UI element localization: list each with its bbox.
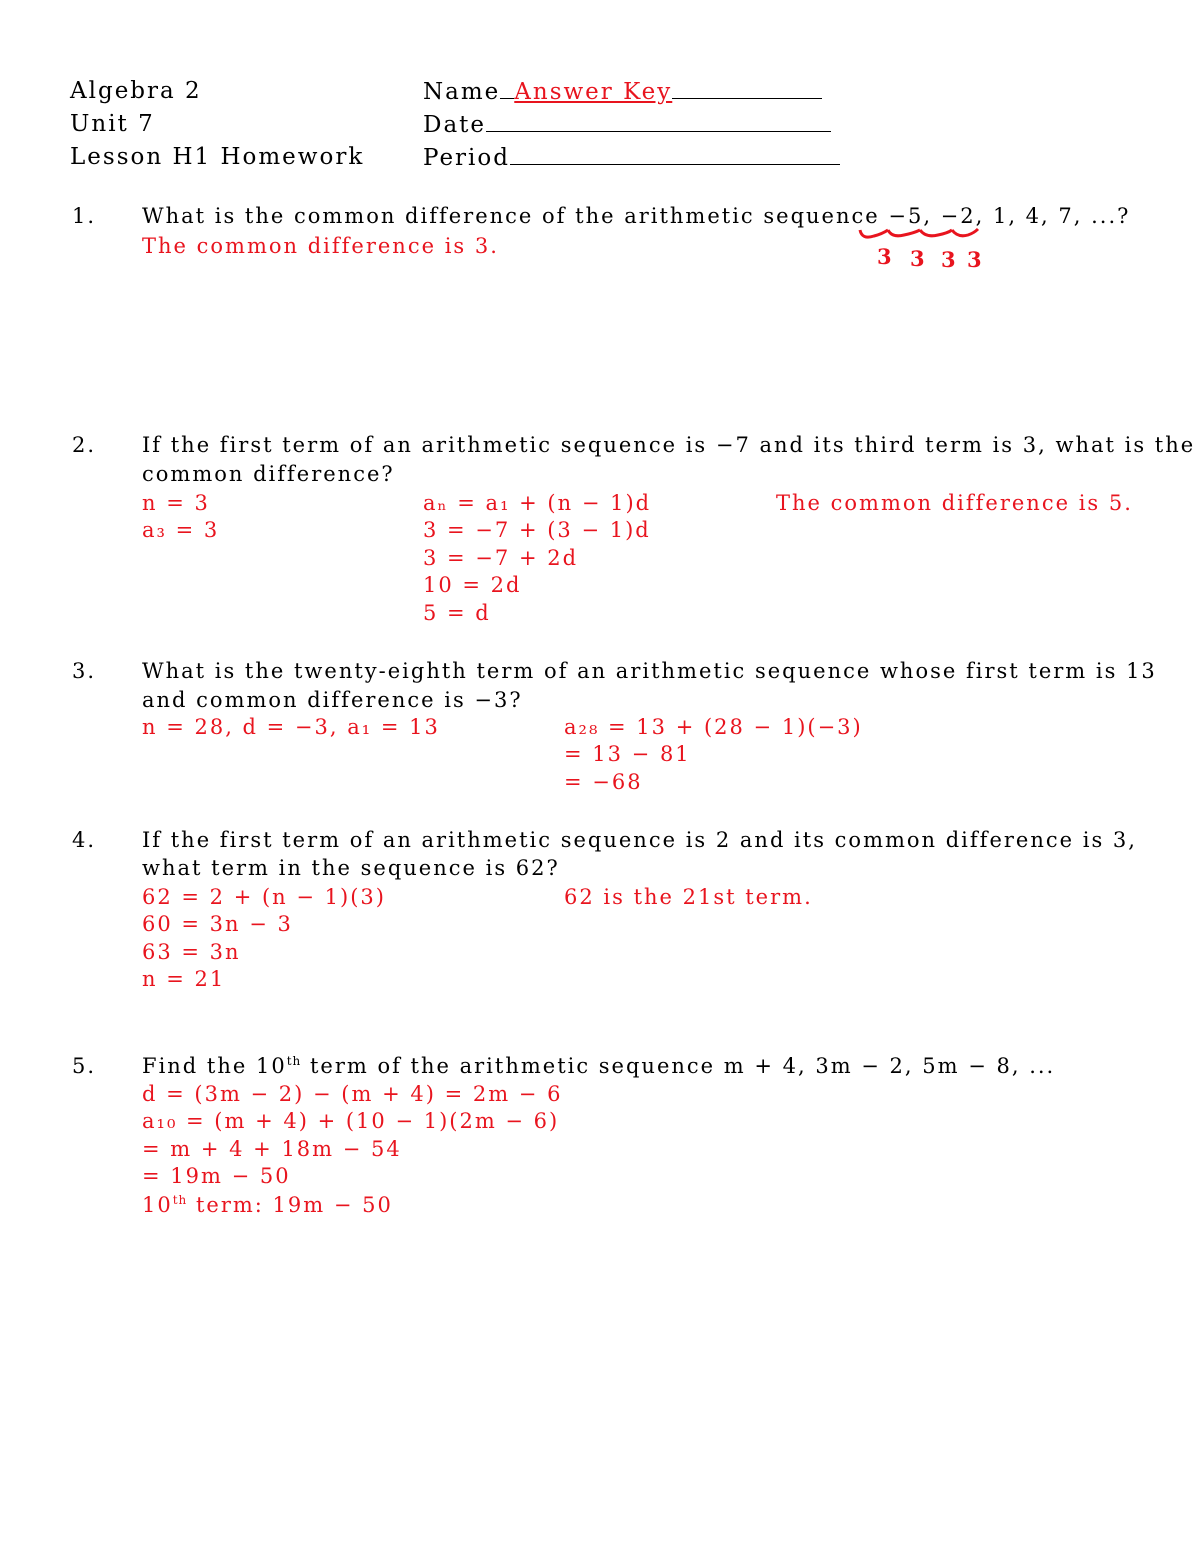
q5-text-pre: Find the 10: [142, 1054, 287, 1078]
lesson-label: Lesson H1 Homework: [70, 144, 365, 170]
q2-step-1: aₙ = a₁ + (n − 1)d: [423, 491, 652, 515]
date-label: Date: [423, 112, 487, 138]
q4-text-line2: what term in the sequence is 62?: [142, 856, 560, 880]
q3-step-2: = 13 − 81: [564, 742, 691, 766]
q5-final-sup: th: [172, 1193, 188, 1207]
q3-text-line1: What is the twenty-eighth term of an arithmetic sequence whose first term is 13: [142, 659, 1157, 683]
date-field[interactable]: [486, 113, 831, 132]
name-value[interactable]: Answer Key: [514, 79, 673, 105]
q2-given-a3: a₃ = 3: [142, 518, 220, 542]
q3-step-3: = −68: [564, 770, 643, 794]
q2-step-4: 10 = 2d: [423, 573, 522, 597]
period-line: [423, 146, 840, 170]
name-label: Name: [423, 79, 501, 105]
q3-text-line2: and common difference is −3?: [142, 688, 523, 712]
name-line: [423, 80, 822, 104]
q5-text: [142, 1056, 1055, 1077]
q2-given-n: n = 3: [142, 491, 210, 515]
course-title: Algebra 2: [70, 78, 202, 104]
q5-final-post: term: 19m − 50: [187, 1193, 393, 1217]
q2-step-2: 3 = −7 + (3 − 1)d: [423, 518, 651, 542]
q5-text-post: term of the arithmetic sequence m + 4, 3m − 2, 5m − 8, ...: [301, 1054, 1056, 1078]
q4-step-3: 63 = 3n: [142, 940, 241, 964]
q5-number: 5.: [72, 1054, 97, 1078]
q1-diff-4: 3: [967, 247, 982, 272]
q4-step-1: 62 = 2 + (n − 1)(3): [142, 885, 386, 909]
period-label: Period: [423, 145, 510, 171]
q2-text-line1: If the first term of an arithmetic sequence is −7 and its third term is 3, what is the: [142, 433, 1196, 457]
q4-text-line1: If the first term of an arithmetic sequence is 2 and its common difference is 3,: [142, 828, 1137, 852]
q5-final-answer: [142, 1195, 393, 1216]
q4-step-2: 60 = 3n − 3: [142, 912, 293, 936]
q4-step-4: n = 21: [142, 967, 226, 991]
q2-text-line2: common difference?: [142, 462, 395, 486]
q2-answer: The common difference is 5.: [776, 491, 1133, 515]
q5-step-4: = 19m − 50: [142, 1164, 291, 1188]
q2-number: 2.: [72, 433, 97, 457]
unit-label: Unit 7: [70, 111, 155, 137]
q1-answer: The common difference is 3.: [142, 234, 499, 258]
q1-diff-2: 3: [910, 246, 925, 271]
q2-step-5: 5 = d: [423, 601, 491, 625]
q4-number: 4.: [72, 828, 97, 852]
q5-text-sup: th: [286, 1054, 302, 1068]
period-field[interactable]: [510, 146, 840, 165]
q1-text: What is the common difference of the arithmetic sequence −5, −2, 1, 4, 7, ...?: [142, 204, 1131, 228]
q3-number: 3.: [72, 659, 97, 683]
q5-step-2: a₁₀ = (m + 4) + (10 − 1)(2m − 6): [142, 1109, 560, 1133]
difference-braces: [840, 226, 990, 246]
q3-step-1: a₂₈ = 13 + (28 − 1)(−3): [564, 715, 863, 739]
q1-diff-3: 3: [941, 247, 956, 272]
date-line: [423, 113, 831, 137]
q4-answer: 62 is the 21st term.: [564, 885, 813, 909]
q1-number: 1.: [72, 204, 97, 228]
q3-given: n = 28, d = −3, a₁ = 13: [142, 715, 440, 739]
q5-step-3: = m + 4 + 18m − 54: [142, 1137, 402, 1161]
q1-diff-1: 3: [877, 244, 892, 269]
q5-final-pre: 10: [142, 1193, 173, 1217]
q2-step-3: 3 = −7 + 2d: [423, 546, 579, 570]
q5-step-1: d = (3m − 2) − (m + 4) = 2m − 6: [142, 1082, 563, 1106]
